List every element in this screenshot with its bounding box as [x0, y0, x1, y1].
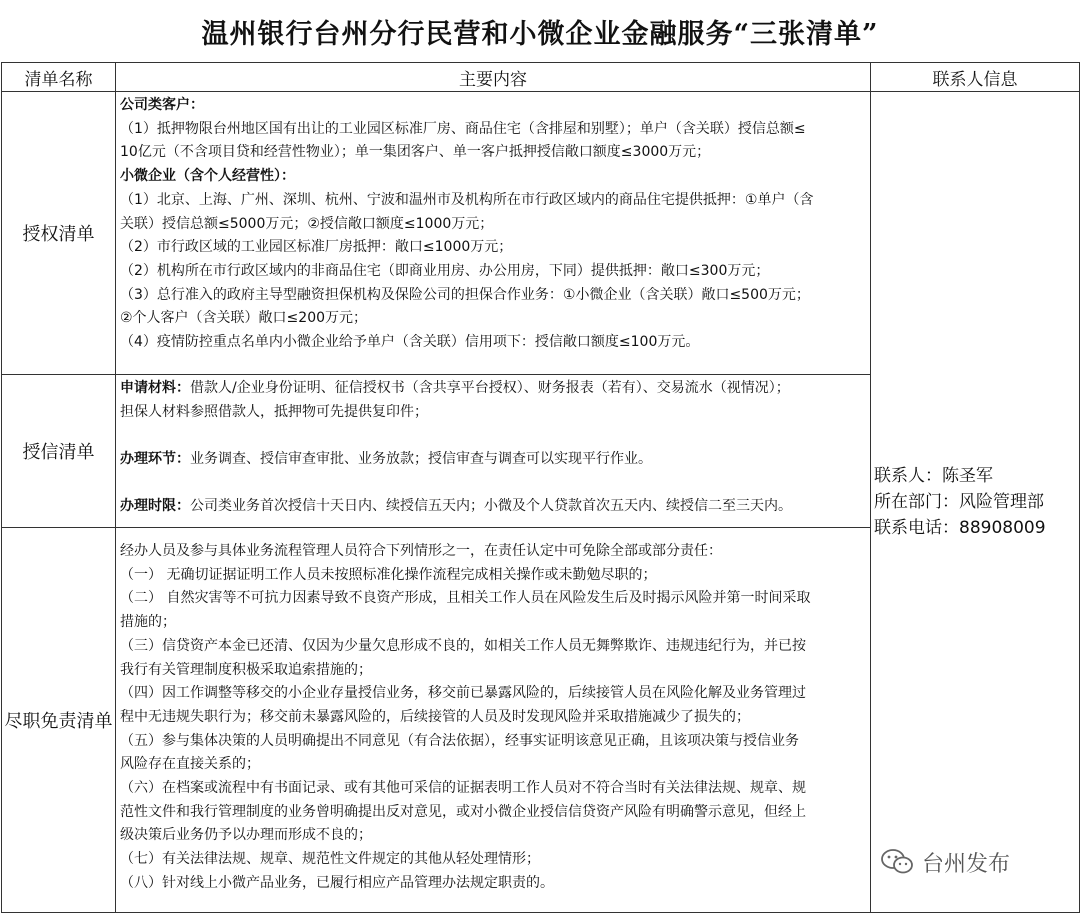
corporate-clients-heading: 公司类客户： [120, 97, 204, 113]
header-list-name: 清单名称 [2, 63, 116, 92]
contact-info-cell [871, 92, 1080, 913]
authorization-line: 关联）授信总额≤5000万元；②授信敞口额度≤1000万元； [120, 215, 494, 232]
credit-process-line [120, 448, 866, 472]
watermark [880, 844, 1010, 880]
process-label: 办理环节： [120, 451, 190, 468]
three-lists-table [1, 62, 1080, 913]
contact-person: 联系人：陈圣军 [874, 466, 993, 486]
exemption-line: 措施的； [120, 614, 176, 631]
wechat-icon [880, 848, 914, 876]
exemption-list-name: 尽职免责清单 [2, 528, 116, 913]
exemption-line: 经办人员及参与具体业务流程管理人员符合下列情形之一，在责任认定中可免除全部或部分责任： [120, 543, 722, 559]
exemption-line: （八）针对线上小微产品业务，已履行相应产品管理办法规定职责的。 [120, 874, 554, 891]
credit-materials-line-2: 担保人材料参照借款人，抵押物可先提供复印件； [120, 403, 428, 420]
exemption-line: （一） 无确切证据证明工作人员未按照标准化操作流程完成相关操作或未勤勉尽职的； [120, 566, 657, 583]
exemption-line: （二） 自然灾害等不可抗力因素导致不良资产形成，且相关工作人员在风险发生后及时揭示风险并第一时间采取 [120, 590, 811, 607]
header-main-content: 主要内容 [116, 63, 871, 92]
exemption-line: （六）在档案或流程中有书面记录、或有其他可采信的证据表明工作人员对不符合当时有关法律法规、规章、规 [120, 780, 806, 797]
authorization-content [116, 92, 871, 375]
authorization-line: （2）机构所在市行政区域内的非商品住宅（即商业用房、办公用房，下同）提供抵押：敞口≤300万元； [120, 262, 770, 279]
watermark-text: 台州发布 [922, 851, 1011, 877]
authorization-line: 10亿元（不含项目贷和经营性物业）；单一集团客户、单一客户抵押授信敞口额度≤3000万元； [120, 144, 711, 161]
table-row-authorization [2, 92, 1080, 375]
authorization-line: （2）市行政区域的工业园区标准厂房抵押：敞口≤1000万元； [120, 239, 513, 256]
credit-list-name: 授信清单 [2, 375, 116, 528]
exemption-line: 风险存在直接关系的； [120, 756, 260, 773]
authorization-line: （4）疫情防控重点名单内小微企业给予单户（含关联）信用项下：授信敞口额度≤100万元。 [120, 334, 700, 351]
credit-materials-line [120, 377, 866, 401]
contact-department: 所在部门：风险管理部 [874, 492, 1044, 512]
time-text: 公司类业务首次授信十天日内、续授信五天内；小微及个人贷款首次五天内、续授信二至三天内。 [190, 498, 792, 515]
authorization-line: （3）总行准入的政府主导型融资担保机构及保险公司的担保合作业务：①小微企业（含关联）敞口≤500万元； [120, 286, 810, 303]
small-micro-heading: 小微企业（含个人经营性）： [120, 168, 295, 185]
materials-label: 申请材料： [120, 380, 190, 396]
contact-phone: 联系电话：88908009 [874, 518, 1046, 538]
authorization-line: （1）抵押物限台州地区国有出让的工业园区标准厂房、商品住宅（含排屋和别墅）；单户（含关联）授信总额≤ [120, 120, 806, 137]
authorization-list-name: 授权清单 [2, 92, 116, 375]
exemption-line: 程中无违规失职行为；移交前未暴露风险的，后续接管的人员及时发现风险并采取措施减少了损失的； [120, 708, 750, 725]
document-title: 温州银行台州分行民营和小微企业金融服务“三张清单” [201, 18, 879, 50]
process-text: 业务调查、授信审查审批、业务放款；授信审查与调查可以实现平行作业。 [190, 451, 652, 468]
exemption-content [116, 528, 871, 913]
exemption-line: （七）有关法律法规、规章、规范性文件规定的其他从轻处理情形； [120, 851, 540, 868]
exemption-line: （四）因工作调整等移交的小企业存量授信业务，移交前已暴露风险的，后续接管人员在风险化解及业务管理过 [120, 685, 806, 702]
authorization-line: ②个人客户（含关联）敞口≤200万元； [120, 310, 368, 327]
header-contact-info: 联系人信息 [871, 63, 1080, 92]
exemption-line: 级决策后业务仍予以办理而形成不良的； [120, 827, 372, 844]
table-header-row [2, 63, 1080, 92]
materials-text: 借款人/企业身份证明、征信授权书（含共享平台授权）、财务报表（若有）、交易流水（视情况）； [190, 380, 790, 396]
authorization-line: （1）北京、上海、广州、深圳、杭州、宁波和温州市及机构所在市行政区域内的商品住宅提供抵押：①单户（含 [120, 191, 814, 208]
exemption-line: 范性文件和我行管理制度的业务曾明确提出反对意见，或对小微企业授信信贷资产风险有明确警示意见，但经上 [120, 803, 806, 820]
credit-content [116, 375, 871, 528]
exemption-line: （五）参与集体决策的人员明确提出不同意见（有合法依据），经事实证明该意见正确，且该项决策与授信业务 [120, 732, 799, 749]
exemption-line: 我行有关管理制度积极采取追索措施的； [120, 661, 372, 678]
time-label: 办理时限： [120, 498, 190, 515]
exemption-line: （三）信贷资产本金已还清、仅因为少量欠息形成不良的，如相关工作人员无舞弊欺诈、违规违纪行为，并已按 [120, 637, 806, 654]
credit-time-line [120, 495, 866, 519]
